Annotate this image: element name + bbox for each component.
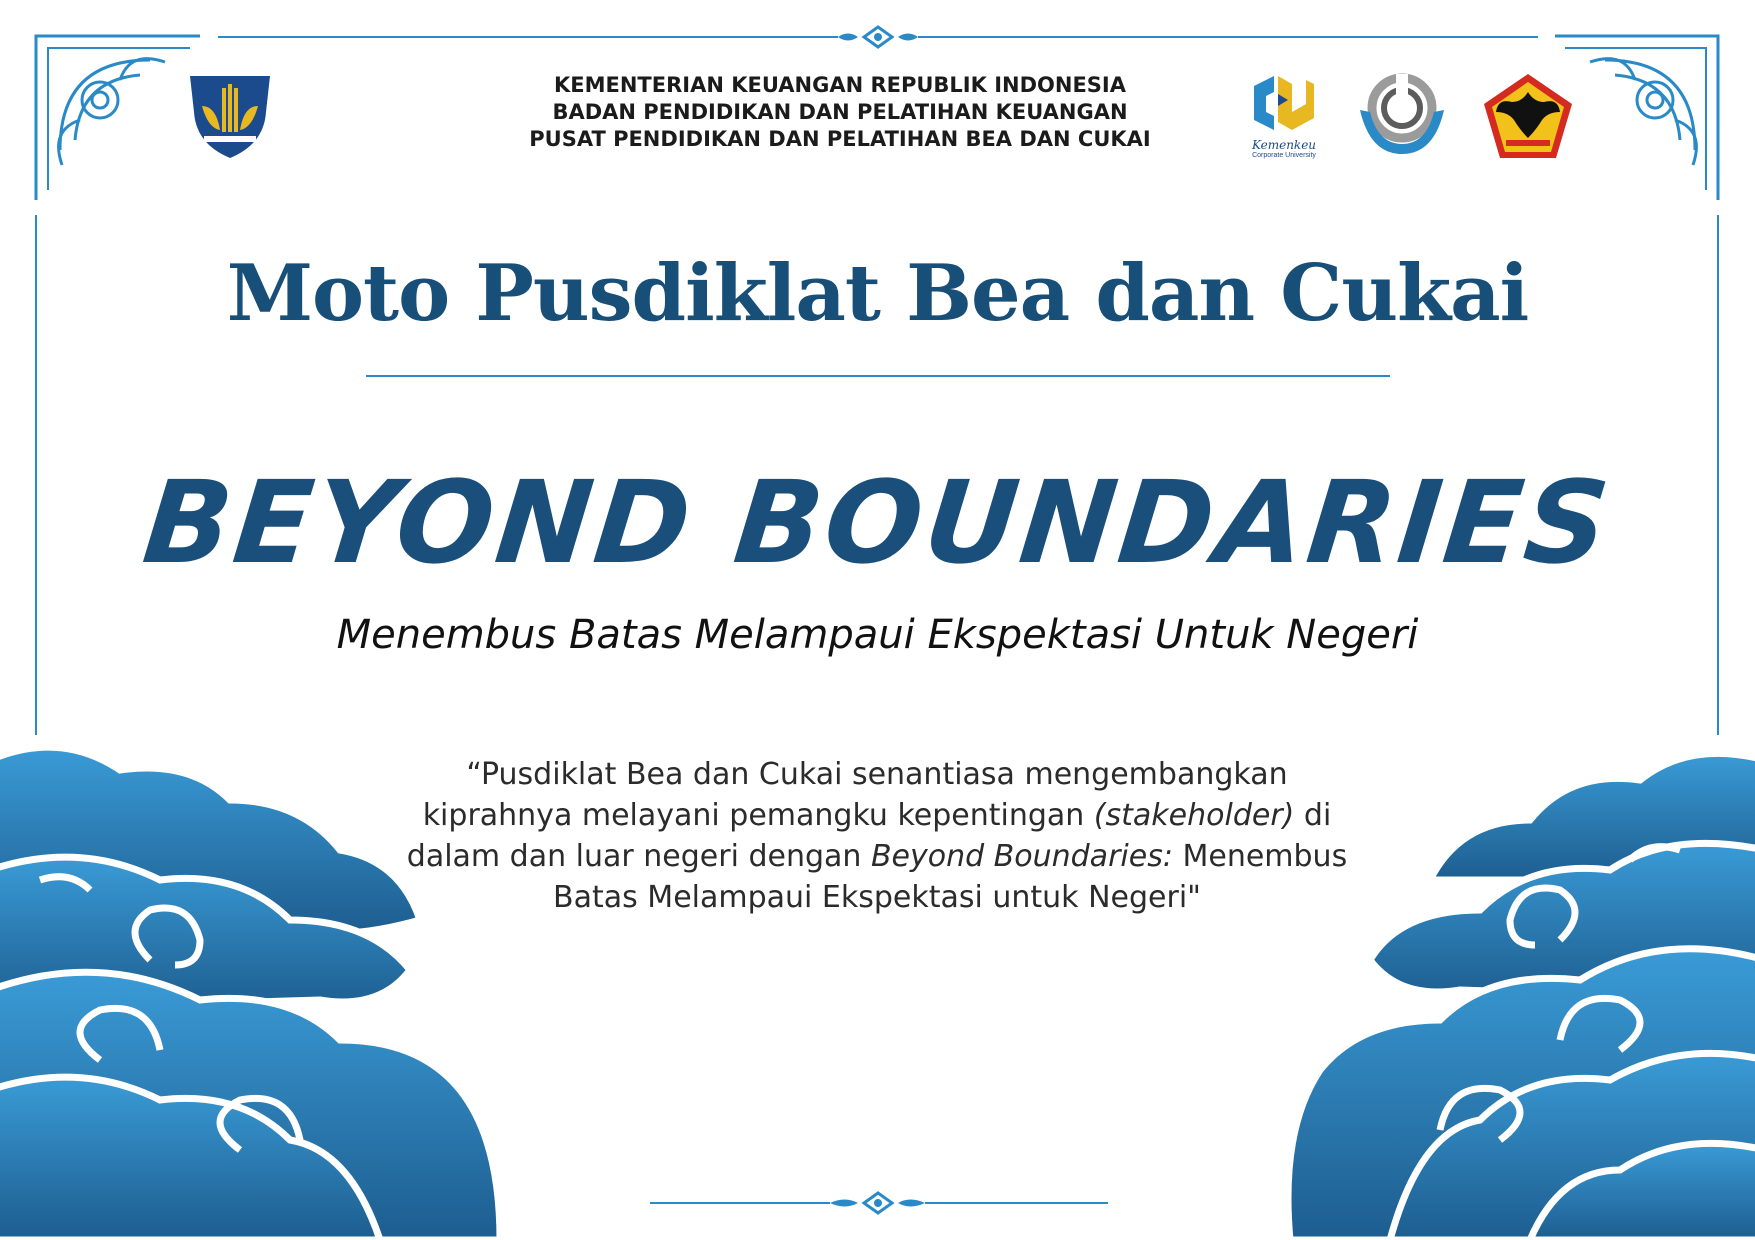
cloud-right bbox=[1288, 753, 1755, 1240]
page-title: Moto Pusdiklat Bea dan Cukai bbox=[226, 248, 1529, 339]
quote-text-1: “Pusdiklat Bea dan Cukai senantiasa mengembangkan kiprahnya melayani pemangku kepentingan bbox=[422, 757, 1288, 833]
quote-text-2: di dalam dan luar negeri dengan bbox=[406, 798, 1332, 874]
title-divider bbox=[366, 375, 1390, 377]
customs-eagle-emblem bbox=[1482, 72, 1574, 162]
header-organization bbox=[480, 72, 1200, 153]
wco-logo bbox=[1354, 70, 1450, 160]
kemenkeu-corporate-university-logo bbox=[1248, 72, 1320, 160]
org-line-agency: BADAN PENDIDIKAN DAN PELATIHAN KEUANGAN bbox=[552, 100, 1128, 124]
org-line-ministry: KEMENTERIAN KEUANGAN REPUBLIK INDONESIA bbox=[554, 73, 1126, 97]
top-ornament bbox=[838, 27, 918, 47]
corpu-mark-icon bbox=[1248, 72, 1320, 134]
motto-subtitle: Menembus Batas Melampaui Ekspektasi Untuk Negeri bbox=[336, 612, 1419, 658]
motto-quote bbox=[397, 754, 1357, 918]
corpu-caption: Corporate University bbox=[1252, 152, 1316, 159]
corpu-wordmark: Kemenkeu bbox=[1251, 138, 1317, 152]
org-line-center: PUSAT PENDIDIKAN DAN PELATIHAN BEA DAN CUKAI bbox=[529, 127, 1151, 151]
bottom-ornament bbox=[830, 1193, 925, 1213]
motto-headline: BEYOND BOUNDARIES bbox=[137, 456, 1618, 589]
corner-ornament-top-right bbox=[1555, 36, 1718, 200]
corner-ornament-top-left bbox=[36, 36, 200, 200]
kemenkeu-emblem-icon bbox=[182, 72, 278, 162]
quote-text-3: Menembus Batas Melampaui Ekspektasi untuk Negeri" bbox=[553, 839, 1348, 915]
quote-italic-stakeholder: (stakeholder) bbox=[1093, 798, 1295, 833]
quote-italic-beyond-boundaries: Beyond Boundaries: bbox=[870, 839, 1173, 874]
